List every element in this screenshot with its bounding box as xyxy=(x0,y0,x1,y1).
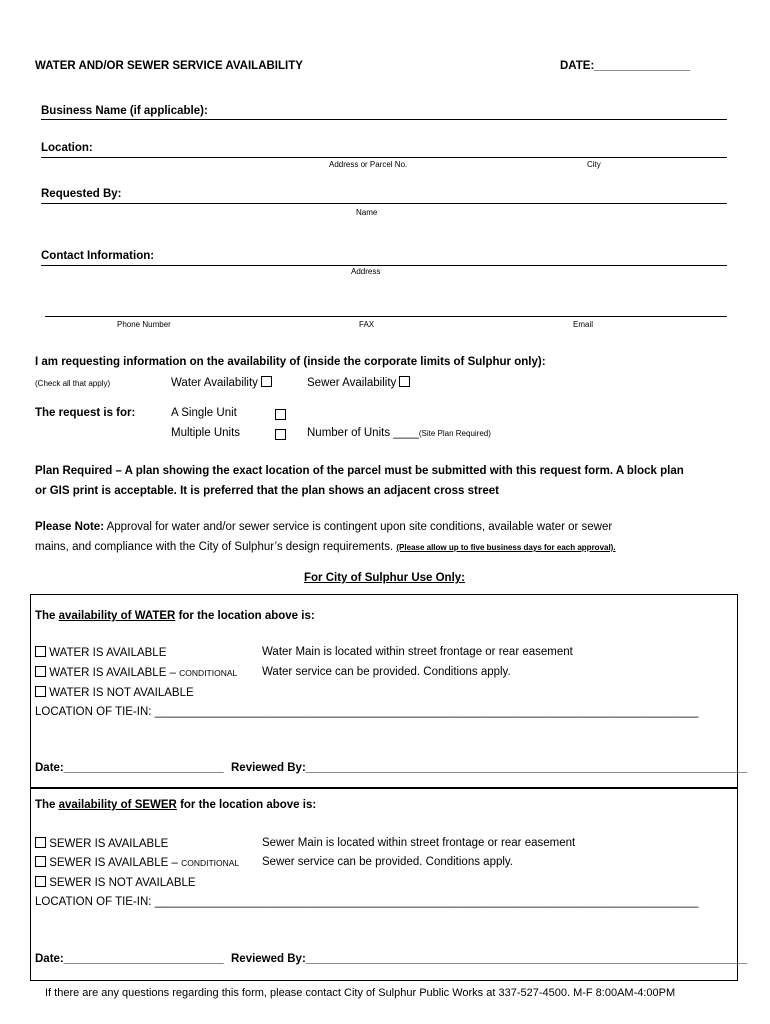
single-unit-label: A Single Unit xyxy=(171,407,237,419)
sewer-conditional-checkbox[interactable] xyxy=(35,856,46,867)
sewer-available-checkbox[interactable] xyxy=(35,837,46,848)
city-use-heading: For City of Sulphur Use Only: xyxy=(304,572,466,584)
multiple-units-label: Multiple Units xyxy=(171,427,241,439)
plan-required-line1: Plan Required – A plan showing the exact location of the parcel must be submitted with this request form. A block plan xyxy=(35,465,684,477)
sewer-available-option: SEWER IS AVAILABLE xyxy=(35,837,168,850)
business-days-note: (Please allow up to five business days for each approval). xyxy=(396,543,616,552)
requested-by-line xyxy=(41,203,727,204)
water-reviewed-by: Reviewed By:_____________________________________________________________________ xyxy=(231,762,748,774)
water-availability-option: Water Availability xyxy=(171,376,272,389)
footer-contact-note: If there are any questions regarding this form, please contact City of Sulphur Public Works at 337-527-4500. M-F 8:00AM-4:00PM xyxy=(45,987,676,999)
contact-address-field[interactable] xyxy=(165,249,720,263)
form-title: WATER AND/OR SEWER SERVICE AVAILABILITY xyxy=(35,60,303,72)
check-all-note: (Check all that apply) xyxy=(35,379,111,388)
plan-required-line2: or GIS print is acceptable. It is preferred that the plan shows an adjacent cross street xyxy=(35,485,499,497)
business-name-line xyxy=(41,119,727,120)
sewer-conditional-desc: Sewer service can be provided. Conditions apply. xyxy=(262,856,514,868)
water-not-available-option: WATER IS NOT AVAILABLE xyxy=(35,686,194,699)
please-note-line1: Please Note: Approval for water and/or sewer service is contingent upon site conditions, available water or sewer xyxy=(35,521,613,533)
requested-by-field[interactable] xyxy=(128,187,718,201)
sewer-not-available-checkbox[interactable] xyxy=(35,876,46,887)
location-label: Location: xyxy=(41,142,93,154)
water-box-title: The availability of WATER for the location above is: xyxy=(35,610,315,622)
request-for-label: The request is for: xyxy=(35,407,136,419)
sewer-date: Date:_________________________ xyxy=(35,953,224,965)
water-not-available-checkbox[interactable] xyxy=(35,686,46,697)
phone-caption: Phone Number xyxy=(117,320,171,329)
date-label: DATE:_______________ xyxy=(560,60,691,72)
sewer-tie-in: LOCATION OF TIE-IN: _____________________________________________________________________________________ xyxy=(35,896,699,908)
location-line xyxy=(41,157,727,158)
sewer-availability-option: Sewer Availability xyxy=(307,376,410,389)
contact-phone-line xyxy=(45,316,727,317)
water-available-option: WATER IS AVAILABLE xyxy=(35,646,166,659)
requested-by-label: Requested By: xyxy=(41,188,122,200)
multiple-units-checkbox[interactable] xyxy=(275,429,286,440)
water-availability-checkbox[interactable] xyxy=(261,376,272,387)
contact-address-caption: Address xyxy=(351,267,381,276)
number-of-units: Number of Units ____(Site Plan Required) xyxy=(307,427,491,439)
business-name-label: Business Name (if applicable): xyxy=(41,105,208,117)
water-date: Date:_________________________ xyxy=(35,762,224,774)
please-note-line2: mains, and compliance with the City of Sulphur’s design requirements. (Please allow up to five business days for each approval). xyxy=(35,541,616,553)
water-available-checkbox[interactable] xyxy=(35,646,46,657)
sewer-reviewed-by: Reviewed By:_____________________________________________________________________ xyxy=(231,953,748,965)
request-intro: I am requesting information on the availability of (inside the corporate limits of Sulphur only): xyxy=(35,356,546,368)
email-caption: Email xyxy=(573,320,594,329)
requested-name-caption: Name xyxy=(356,208,378,217)
sewer-not-available-option: SEWER IS NOT AVAILABLE xyxy=(35,876,196,889)
sewer-availability-checkbox[interactable] xyxy=(399,376,410,387)
location-field[interactable] xyxy=(100,141,720,155)
contact-info-label: Contact Information: xyxy=(41,250,155,262)
location-address-caption: Address or Parcel No. xyxy=(329,160,408,169)
contact-address-line xyxy=(41,265,727,266)
sewer-available-desc: Sewer Main is located within street frontage or rear easement xyxy=(262,837,576,849)
contact-phone-fax-email-field[interactable] xyxy=(45,301,720,315)
water-conditional-checkbox[interactable] xyxy=(35,666,46,677)
site-plan-note: (Site Plan Required) xyxy=(418,429,491,438)
water-tie-in: LOCATION OF TIE-IN: _____________________________________________________________________________________ xyxy=(35,706,699,718)
single-unit-checkbox[interactable] xyxy=(275,409,286,420)
sewer-box-title: The availability of SEWER for the location above is: xyxy=(35,799,317,811)
location-city-caption: City xyxy=(587,160,601,169)
sewer-conditional-option: SEWER IS AVAILABLE – CONDITIONAL xyxy=(35,856,239,869)
water-conditional-option: WATER IS AVAILABLE – CONDITIONAL xyxy=(35,666,237,679)
fax-caption: FAX xyxy=(359,320,375,329)
water-available-desc: Water Main is located within street frontage or rear easement xyxy=(262,646,573,658)
business-name-field[interactable] xyxy=(215,104,720,118)
water-conditional-desc: Water service can be provided. Conditions apply. xyxy=(262,666,511,678)
